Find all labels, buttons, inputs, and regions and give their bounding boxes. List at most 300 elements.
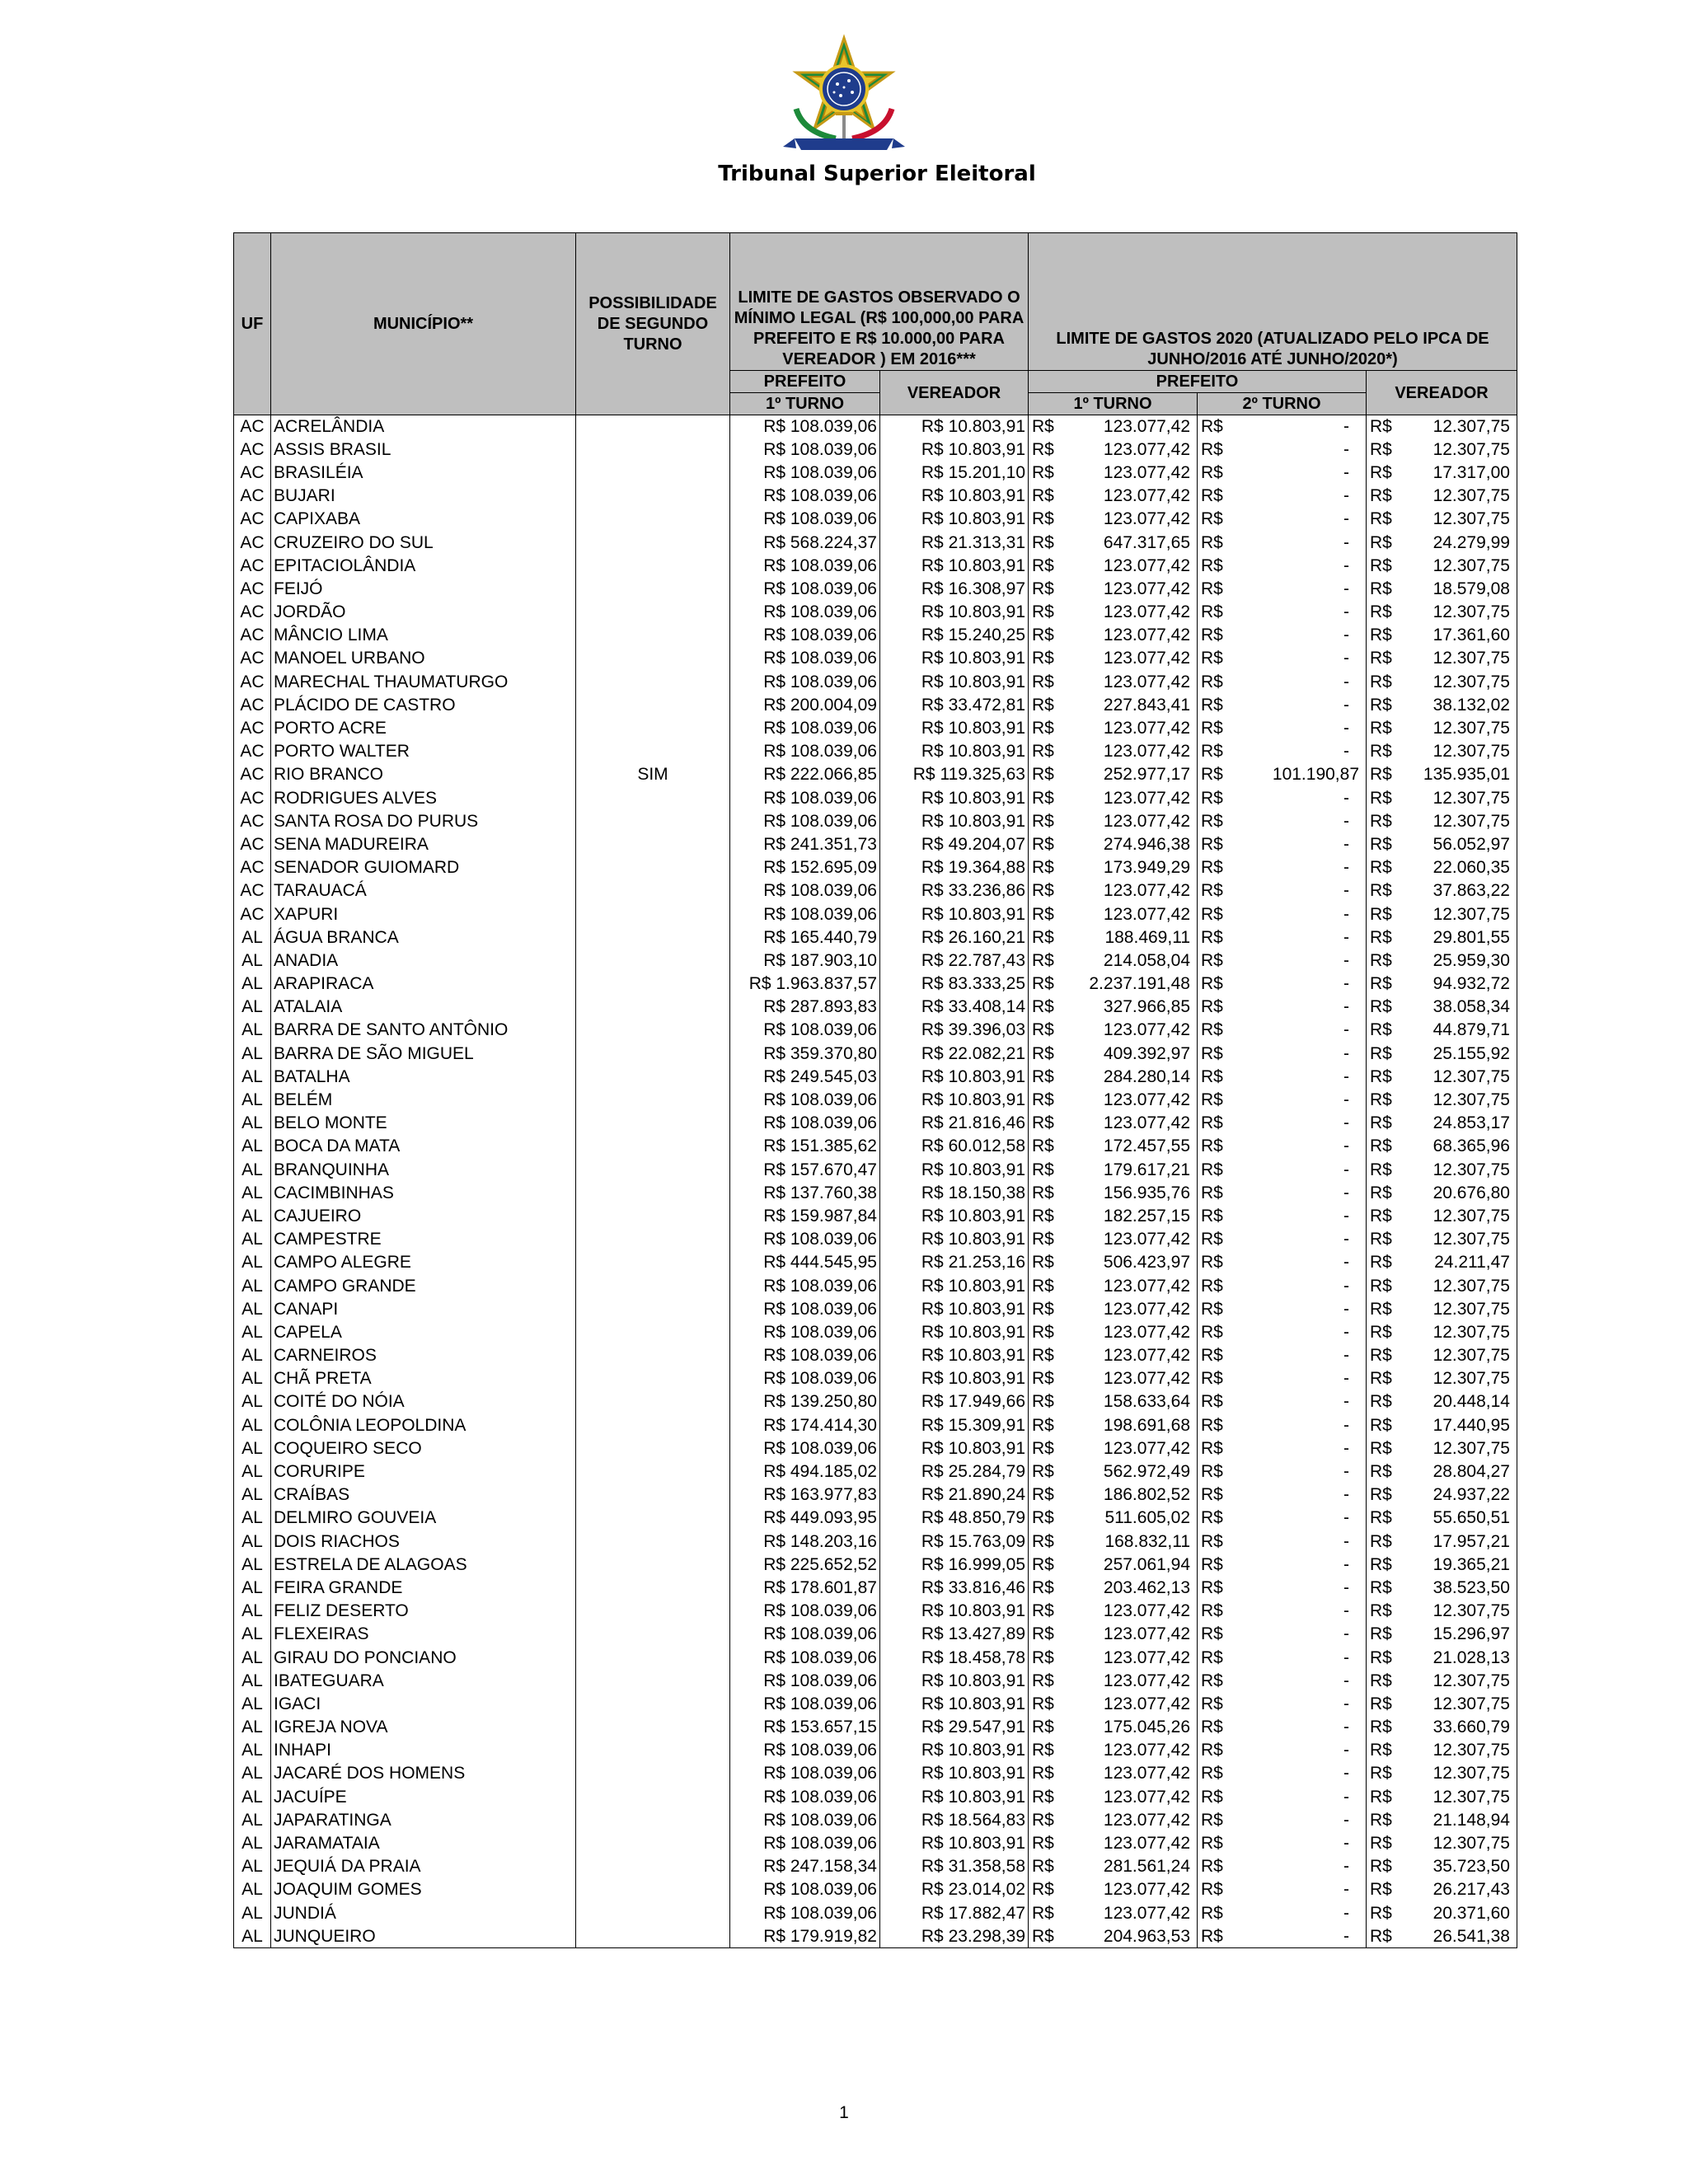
header-limite-2020: LIMITE DE GASTOS 2020 (ATUALIZADO PELO IPCA DE JUNHO/2016 ATÉ JUNHO/2020*) bbox=[1029, 233, 1517, 371]
cell-vereador-2020: 12.307,75 bbox=[1400, 740, 1517, 763]
cell-uf: AL bbox=[234, 1297, 271, 1320]
cell-vereador-2020: 17.361,60 bbox=[1400, 624, 1517, 647]
cell-currency: R$ bbox=[1198, 1553, 1231, 1576]
cell-currency: R$ bbox=[1198, 902, 1231, 926]
cell-prefeito-2016: R$ 108.039,06 bbox=[730, 485, 880, 508]
cell-currency: R$ bbox=[1029, 1855, 1062, 1878]
cell-prefeito-2-turno-2020: - bbox=[1231, 1390, 1367, 1413]
cell-prefeito-2016: R$ 444.545,95 bbox=[730, 1251, 880, 1274]
cell-currency: R$ bbox=[1198, 1530, 1231, 1553]
cell-currency: R$ bbox=[1367, 1135, 1400, 1158]
cell-prefeito-2-turno-2020: - bbox=[1231, 693, 1367, 716]
cell-prefeito-2-turno-2020: - bbox=[1231, 1739, 1367, 1762]
cell-segundo-turno bbox=[576, 1181, 730, 1204]
cell-prefeito-2-turno-2020: - bbox=[1231, 926, 1367, 949]
cell-segundo-turno bbox=[576, 1367, 730, 1390]
cell-prefeito-1-turno-2020: 123.077,42 bbox=[1062, 786, 1198, 809]
cell-vereador-2020: 12.307,75 bbox=[1400, 1785, 1517, 1808]
cell-prefeito-1-turno-2020: 123.077,42 bbox=[1062, 1669, 1198, 1692]
cell-currency: R$ bbox=[1367, 1344, 1400, 1367]
cell-prefeito-2-turno-2020: - bbox=[1231, 415, 1367, 438]
cell-vereador-2016: R$ 10.803,91 bbox=[880, 902, 1029, 926]
table-row bbox=[234, 1692, 1517, 1715]
cell-currency: R$ bbox=[1198, 1228, 1231, 1251]
cell-vereador-2016: R$ 15.309,91 bbox=[880, 1413, 1029, 1436]
table-header bbox=[233, 232, 1517, 415]
header-uf: UF bbox=[234, 233, 271, 415]
cell-municipio: EPITACIOLÂNDIA bbox=[271, 554, 576, 577]
cell-prefeito-2-turno-2020: - bbox=[1231, 809, 1367, 832]
cell-uf: AL bbox=[234, 996, 271, 1019]
cell-currency: R$ bbox=[1367, 670, 1400, 693]
cell-uf: AC bbox=[234, 832, 271, 855]
cell-currency: R$ bbox=[1029, 1297, 1062, 1320]
cell-uf: AL bbox=[234, 1251, 271, 1274]
table-row bbox=[234, 508, 1517, 531]
cell-vereador-2020: 12.307,75 bbox=[1400, 1831, 1517, 1854]
cell-prefeito-2016: R$ 108.039,06 bbox=[730, 902, 880, 926]
cell-currency: R$ bbox=[1367, 1692, 1400, 1715]
cell-segundo-turno bbox=[576, 1135, 730, 1158]
cell-currency: R$ bbox=[1198, 1483, 1231, 1507]
cell-currency: R$ bbox=[1367, 461, 1400, 484]
cell-currency: R$ bbox=[1029, 926, 1062, 949]
cell-prefeito-1-turno-2020: 409.392,97 bbox=[1062, 1042, 1198, 1065]
cell-currency: R$ bbox=[1029, 1204, 1062, 1227]
cell-prefeito-2016: R$ 153.657,15 bbox=[730, 1716, 880, 1739]
cell-municipio: ÁGUA BRANCA bbox=[271, 926, 576, 949]
cell-currency: R$ bbox=[1198, 1320, 1231, 1343]
cell-vereador-2016: R$ 21.253,16 bbox=[880, 1251, 1029, 1274]
cell-prefeito-2016: R$ 108.039,06 bbox=[730, 624, 880, 647]
cell-municipio: CAPIXABA bbox=[271, 508, 576, 531]
brazil-coat-of-arms-icon bbox=[778, 33, 910, 157]
cell-prefeito-2-turno-2020: - bbox=[1231, 996, 1367, 1019]
table-row bbox=[234, 1623, 1517, 1646]
cell-prefeito-2-turno-2020: - bbox=[1231, 1460, 1367, 1483]
cell-uf: AL bbox=[234, 1600, 271, 1623]
cell-prefeito-1-turno-2020: 123.077,42 bbox=[1062, 1808, 1198, 1831]
cell-uf: AL bbox=[234, 1901, 271, 1924]
cell-uf: AL bbox=[234, 972, 271, 996]
cell-uf: AC bbox=[234, 763, 271, 786]
cell-vereador-2020: 28.804,27 bbox=[1400, 1460, 1517, 1483]
cell-vereador-2016: R$ 10.803,91 bbox=[880, 1785, 1029, 1808]
cell-currency: R$ bbox=[1198, 972, 1231, 996]
cell-uf: AL bbox=[234, 1344, 271, 1367]
cell-currency: R$ bbox=[1367, 1924, 1400, 1948]
cell-currency: R$ bbox=[1198, 763, 1231, 786]
cell-prefeito-2016: R$ 108.039,06 bbox=[730, 809, 880, 832]
cell-prefeito-1-turno-2020: 252.977,17 bbox=[1062, 763, 1198, 786]
cell-currency: R$ bbox=[1367, 1716, 1400, 1739]
cell-vereador-2016: R$ 10.803,91 bbox=[880, 1204, 1029, 1227]
cell-prefeito-2-turno-2020: - bbox=[1231, 972, 1367, 996]
cell-uf: AC bbox=[234, 461, 271, 484]
cell-uf: AL bbox=[234, 1181, 271, 1204]
table-row bbox=[234, 415, 1517, 438]
cell-prefeito-1-turno-2020: 198.691,68 bbox=[1062, 1413, 1198, 1436]
cell-segundo-turno bbox=[576, 485, 730, 508]
cell-currency: R$ bbox=[1198, 1065, 1231, 1088]
cell-currency: R$ bbox=[1367, 1460, 1400, 1483]
cell-currency: R$ bbox=[1029, 972, 1062, 996]
cell-segundo-turno bbox=[576, 1855, 730, 1878]
cell-prefeito-2-turno-2020: - bbox=[1231, 1831, 1367, 1854]
cell-segundo-turno bbox=[576, 1739, 730, 1762]
cell-prefeito-2-turno-2020: - bbox=[1231, 670, 1367, 693]
cell-uf: AL bbox=[234, 1878, 271, 1901]
cell-municipio: CAPELA bbox=[271, 1320, 576, 1343]
table-row bbox=[234, 740, 1517, 763]
cell-segundo-turno bbox=[576, 1112, 730, 1135]
cell-prefeito-2-turno-2020: - bbox=[1231, 1367, 1367, 1390]
cell-currency: R$ bbox=[1367, 415, 1400, 438]
cell-vereador-2016: R$ 10.803,91 bbox=[880, 1344, 1029, 1367]
cell-currency: R$ bbox=[1367, 972, 1400, 996]
cell-currency: R$ bbox=[1198, 1576, 1231, 1599]
cell-currency: R$ bbox=[1198, 879, 1231, 902]
cell-currency: R$ bbox=[1029, 1344, 1062, 1367]
table-row bbox=[234, 716, 1517, 739]
cell-segundo-turno bbox=[576, 601, 730, 624]
cell-currency: R$ bbox=[1367, 1390, 1400, 1413]
cell-segundo-turno bbox=[576, 879, 730, 902]
cell-segundo-turno bbox=[576, 438, 730, 461]
cell-currency: R$ bbox=[1367, 1065, 1400, 1088]
cell-uf: AL bbox=[234, 1855, 271, 1878]
cell-prefeito-2016: R$ 108.039,06 bbox=[730, 1019, 880, 1042]
cell-uf: AL bbox=[234, 1112, 271, 1135]
cell-currency: R$ bbox=[1367, 1413, 1400, 1436]
cell-vereador-2020: 12.307,75 bbox=[1400, 1065, 1517, 1088]
cell-prefeito-1-turno-2020: 204.963,53 bbox=[1062, 1924, 1198, 1948]
cell-currency: R$ bbox=[1367, 647, 1400, 670]
cell-prefeito-2016: R$ 179.919,82 bbox=[730, 1924, 880, 1948]
page-number: 1 bbox=[839, 2103, 849, 2122]
cell-prefeito-2-turno-2020: - bbox=[1231, 531, 1367, 554]
cell-currency: R$ bbox=[1198, 693, 1231, 716]
cell-prefeito-1-turno-2020: 123.077,42 bbox=[1062, 1623, 1198, 1646]
cell-uf: AC bbox=[234, 577, 271, 600]
cell-prefeito-1-turno-2020: 123.077,42 bbox=[1062, 1785, 1198, 1808]
cell-municipio: JAPARATINGA bbox=[271, 1808, 576, 1831]
cell-currency: R$ bbox=[1367, 1158, 1400, 1181]
cell-prefeito-1-turno-2020: 123.077,42 bbox=[1062, 1320, 1198, 1343]
cell-prefeito-2016: R$ 108.039,06 bbox=[730, 577, 880, 600]
cell-prefeito-2-turno-2020: - bbox=[1231, 1088, 1367, 1111]
cell-vereador-2016: R$ 21.890,24 bbox=[880, 1483, 1029, 1507]
cell-prefeito-2016: R$ 108.039,06 bbox=[730, 415, 880, 438]
cell-vereador-2016: R$ 16.999,05 bbox=[880, 1553, 1029, 1576]
cell-prefeito-2-turno-2020: - bbox=[1231, 902, 1367, 926]
cell-prefeito-2-turno-2020: - bbox=[1231, 1436, 1367, 1460]
cell-vereador-2020: 12.307,75 bbox=[1400, 670, 1517, 693]
cell-prefeito-2016: R$ 222.066,85 bbox=[730, 763, 880, 786]
cell-currency: R$ bbox=[1198, 1042, 1231, 1065]
cell-segundo-turno bbox=[576, 415, 730, 438]
cell-vereador-2016: R$ 10.803,91 bbox=[880, 670, 1029, 693]
cell-municipio: CAMPESTRE bbox=[271, 1228, 576, 1251]
cell-prefeito-2016: R$ 108.039,06 bbox=[730, 461, 880, 484]
cell-prefeito-2-turno-2020: - bbox=[1231, 832, 1367, 855]
cell-prefeito-1-turno-2020: 562.972,49 bbox=[1062, 1460, 1198, 1483]
cell-prefeito-1-turno-2020: 123.077,42 bbox=[1062, 1739, 1198, 1762]
cell-currency: R$ bbox=[1367, 1553, 1400, 1576]
cell-prefeito-2016: R$ 108.039,06 bbox=[730, 554, 880, 577]
cell-vereador-2020: 12.307,75 bbox=[1400, 485, 1517, 508]
cell-segundo-turno bbox=[576, 1436, 730, 1460]
cell-uf: AC bbox=[234, 693, 271, 716]
cell-prefeito-2016: R$ 108.039,06 bbox=[730, 1228, 880, 1251]
cell-segundo-turno bbox=[576, 1042, 730, 1065]
cell-uf: AL bbox=[234, 1135, 271, 1158]
cell-municipio: ESTRELA DE ALAGOAS bbox=[271, 1553, 576, 1576]
cell-vereador-2020: 12.307,75 bbox=[1400, 1158, 1517, 1181]
cell-uf: AC bbox=[234, 902, 271, 926]
cell-uf: AC bbox=[234, 438, 271, 461]
cell-prefeito-2-turno-2020: - bbox=[1231, 647, 1367, 670]
cell-prefeito-1-turno-2020: 123.077,42 bbox=[1062, 508, 1198, 531]
cell-vereador-2020: 20.676,80 bbox=[1400, 1181, 1517, 1204]
cell-currency: R$ bbox=[1367, 1042, 1400, 1065]
cell-currency: R$ bbox=[1367, 996, 1400, 1019]
cell-currency: R$ bbox=[1198, 1507, 1231, 1530]
cell-municipio: JACARÉ DOS HOMENS bbox=[271, 1762, 576, 1785]
cell-prefeito-1-turno-2020: 257.061,94 bbox=[1062, 1553, 1198, 1576]
cell-vereador-2016: R$ 49.204,07 bbox=[880, 832, 1029, 855]
cell-uf: AC bbox=[234, 647, 271, 670]
cell-currency: R$ bbox=[1029, 1646, 1062, 1669]
cell-currency: R$ bbox=[1367, 1878, 1400, 1901]
cell-vereador-2020: 35.723,50 bbox=[1400, 1855, 1517, 1878]
cell-uf: AL bbox=[234, 1320, 271, 1343]
cell-currency: R$ bbox=[1367, 1181, 1400, 1204]
cell-currency: R$ bbox=[1367, 1785, 1400, 1808]
org-name: Tribunal Superior Eleitoral bbox=[718, 162, 1036, 186]
cell-municipio: PLÁCIDO DE CASTRO bbox=[271, 693, 576, 716]
cell-currency: R$ bbox=[1367, 1576, 1400, 1599]
cell-prefeito-2-turno-2020: - bbox=[1231, 740, 1367, 763]
cell-prefeito-1-turno-2020: 123.077,42 bbox=[1062, 1274, 1198, 1297]
cell-currency: R$ bbox=[1198, 1716, 1231, 1739]
table-row bbox=[234, 1600, 1517, 1623]
cell-municipio: INHAPI bbox=[271, 1739, 576, 1762]
cell-currency: R$ bbox=[1198, 1623, 1231, 1646]
table-row bbox=[234, 1112, 1517, 1135]
cell-vereador-2020: 25.959,30 bbox=[1400, 949, 1517, 972]
header-segundo-turno: POSSIBILIDADE DE SEGUNDO TURNO bbox=[576, 233, 730, 415]
cell-prefeito-2016: R$ 108.039,06 bbox=[730, 1762, 880, 1785]
cell-segundo-turno bbox=[576, 1251, 730, 1274]
cell-prefeito-1-turno-2020: 647.317,65 bbox=[1062, 531, 1198, 554]
cell-currency: R$ bbox=[1367, 1367, 1400, 1390]
cell-prefeito-1-turno-2020: 214.058,04 bbox=[1062, 949, 1198, 972]
cell-vereador-2020: 25.155,92 bbox=[1400, 1042, 1517, 1065]
cell-prefeito-2-turno-2020: - bbox=[1231, 1924, 1367, 1948]
table-row bbox=[234, 1344, 1517, 1367]
cell-segundo-turno bbox=[576, 1297, 730, 1320]
cell-currency: R$ bbox=[1367, 554, 1400, 577]
cell-vereador-2016: R$ 31.358,58 bbox=[880, 1855, 1029, 1878]
cell-currency: R$ bbox=[1367, 1808, 1400, 1831]
cell-currency: R$ bbox=[1029, 1158, 1062, 1181]
cell-prefeito-2016: R$ 108.039,06 bbox=[730, 1669, 880, 1692]
cell-vereador-2016: R$ 15.240,25 bbox=[880, 624, 1029, 647]
cell-vereador-2020: 38.132,02 bbox=[1400, 693, 1517, 716]
cell-municipio: SENA MADUREIRA bbox=[271, 832, 576, 855]
cell-prefeito-2016: R$ 159.987,84 bbox=[730, 1204, 880, 1227]
cell-prefeito-1-turno-2020: 123.077,42 bbox=[1062, 902, 1198, 926]
cell-vereador-2020: 12.307,75 bbox=[1400, 1692, 1517, 1715]
table-row bbox=[234, 1042, 1517, 1065]
cell-prefeito-2-turno-2020: - bbox=[1231, 1042, 1367, 1065]
cell-municipio: BRASILÉIA bbox=[271, 461, 576, 484]
cell-vereador-2016: R$ 48.850,79 bbox=[880, 1507, 1029, 1530]
cell-segundo-turno bbox=[576, 1530, 730, 1553]
cell-vereador-2020: 12.307,75 bbox=[1400, 601, 1517, 624]
header-vereador-2020: VEREADOR bbox=[1367, 371, 1517, 415]
cell-vereador-2016: R$ 10.803,91 bbox=[880, 1065, 1029, 1088]
table-row bbox=[234, 1019, 1517, 1042]
cell-currency: R$ bbox=[1198, 832, 1231, 855]
cell-currency: R$ bbox=[1367, 1623, 1400, 1646]
cell-currency: R$ bbox=[1367, 485, 1400, 508]
cell-municipio: CARNEIROS bbox=[271, 1344, 576, 1367]
cell-currency: R$ bbox=[1198, 926, 1231, 949]
cell-currency: R$ bbox=[1198, 1855, 1231, 1878]
cell-vereador-2020: 12.307,75 bbox=[1400, 786, 1517, 809]
cell-vereador-2016: R$ 26.160,21 bbox=[880, 926, 1029, 949]
cell-segundo-turno bbox=[576, 832, 730, 855]
cell-vereador-2016: R$ 13.427,89 bbox=[880, 1623, 1029, 1646]
page-header bbox=[0, 33, 1688, 186]
cell-currency: R$ bbox=[1198, 1088, 1231, 1111]
cell-municipio: BRANQUINHA bbox=[271, 1158, 576, 1181]
cell-currency: R$ bbox=[1367, 577, 1400, 600]
cell-prefeito-2-turno-2020: - bbox=[1231, 1204, 1367, 1227]
cell-municipio: BATALHA bbox=[271, 1065, 576, 1088]
cell-segundo-turno bbox=[576, 786, 730, 809]
cell-currency: R$ bbox=[1198, 577, 1231, 600]
cell-prefeito-1-turno-2020: 123.077,42 bbox=[1062, 1878, 1198, 1901]
cell-prefeito-1-turno-2020: 173.949,29 bbox=[1062, 856, 1198, 879]
cell-segundo-turno bbox=[576, 1576, 730, 1599]
cell-currency: R$ bbox=[1029, 1112, 1062, 1135]
cell-currency: R$ bbox=[1367, 1320, 1400, 1343]
cell-vereador-2020: 19.365,21 bbox=[1400, 1553, 1517, 1576]
table-row bbox=[234, 1135, 1517, 1158]
cell-uf: AL bbox=[234, 1042, 271, 1065]
cell-currency: R$ bbox=[1029, 996, 1062, 1019]
table-row bbox=[234, 1901, 1517, 1924]
table-row bbox=[234, 693, 1517, 716]
cell-currency: R$ bbox=[1198, 1785, 1231, 1808]
cell-vereador-2016: R$ 10.803,91 bbox=[880, 809, 1029, 832]
cell-currency: R$ bbox=[1029, 601, 1062, 624]
cell-currency: R$ bbox=[1029, 1135, 1062, 1158]
cell-prefeito-2-turno-2020: - bbox=[1231, 1507, 1367, 1530]
cell-vereador-2016: R$ 10.803,91 bbox=[880, 415, 1029, 438]
cell-segundo-turno bbox=[576, 972, 730, 996]
table-row bbox=[234, 624, 1517, 647]
cell-uf: AL bbox=[234, 1228, 271, 1251]
cell-prefeito-2016: R$ 108.039,06 bbox=[730, 1367, 880, 1390]
cell-prefeito-2-turno-2020: - bbox=[1231, 1623, 1367, 1646]
cell-vereador-2016: R$ 15.763,09 bbox=[880, 1530, 1029, 1553]
cell-currency: R$ bbox=[1198, 856, 1231, 879]
cell-vereador-2016: R$ 33.408,14 bbox=[880, 996, 1029, 1019]
table-row bbox=[234, 438, 1517, 461]
cell-segundo-turno bbox=[576, 1669, 730, 1692]
cell-prefeito-1-turno-2020: 175.045,26 bbox=[1062, 1716, 1198, 1739]
table-row bbox=[234, 577, 1517, 600]
cell-prefeito-2016: R$ 174.414,30 bbox=[730, 1413, 880, 1436]
cell-vereador-2016: R$ 10.803,91 bbox=[880, 647, 1029, 670]
cell-prefeito-2-turno-2020: - bbox=[1231, 1855, 1367, 1878]
table-row bbox=[234, 856, 1517, 879]
cell-segundo-turno: SIM bbox=[576, 763, 730, 786]
cell-prefeito-2-turno-2020: - bbox=[1231, 1112, 1367, 1135]
cell-municipio: BOCA DA MATA bbox=[271, 1135, 576, 1158]
cell-vereador-2020: 12.307,75 bbox=[1400, 1088, 1517, 1111]
cell-municipio: IGREJA NOVA bbox=[271, 1716, 576, 1739]
cell-currency: R$ bbox=[1198, 949, 1231, 972]
cell-currency: R$ bbox=[1367, 856, 1400, 879]
cell-currency: R$ bbox=[1198, 461, 1231, 484]
table-row bbox=[234, 832, 1517, 855]
cell-currency: R$ bbox=[1029, 1251, 1062, 1274]
table-row bbox=[234, 1390, 1517, 1413]
cell-currency: R$ bbox=[1367, 693, 1400, 716]
cell-currency: R$ bbox=[1029, 1181, 1062, 1204]
cell-currency: R$ bbox=[1029, 1762, 1062, 1785]
cell-prefeito-1-turno-2020: 182.257,15 bbox=[1062, 1204, 1198, 1227]
cell-segundo-turno bbox=[576, 1600, 730, 1623]
cell-vereador-2016: R$ 10.803,91 bbox=[880, 1692, 1029, 1715]
cell-currency: R$ bbox=[1367, 949, 1400, 972]
cell-municipio: SENADOR GUIOMARD bbox=[271, 856, 576, 879]
cell-segundo-turno bbox=[576, 902, 730, 926]
cell-prefeito-2016: R$ 108.039,06 bbox=[730, 647, 880, 670]
cell-prefeito-2016: R$ 108.039,06 bbox=[730, 438, 880, 461]
cell-currency: R$ bbox=[1367, 1297, 1400, 1320]
cell-prefeito-2016: R$ 108.039,06 bbox=[730, 1112, 880, 1135]
cell-uf: AL bbox=[234, 1065, 271, 1088]
cell-currency: R$ bbox=[1367, 763, 1400, 786]
cell-vereador-2020: 37.863,22 bbox=[1400, 879, 1517, 902]
cell-prefeito-1-turno-2020: 123.077,42 bbox=[1062, 740, 1198, 763]
cell-prefeito-2-turno-2020: - bbox=[1231, 1065, 1367, 1088]
cell-currency: R$ bbox=[1367, 531, 1400, 554]
table-row bbox=[234, 1646, 1517, 1669]
table-row bbox=[234, 1065, 1517, 1088]
cell-prefeito-2-turno-2020: - bbox=[1231, 879, 1367, 902]
cell-municipio: FEIRA GRANDE bbox=[271, 1576, 576, 1599]
cell-prefeito-2-turno-2020: - bbox=[1231, 1019, 1367, 1042]
table-row bbox=[234, 1088, 1517, 1111]
cell-currency: R$ bbox=[1029, 1739, 1062, 1762]
cell-prefeito-1-turno-2020: 123.077,42 bbox=[1062, 415, 1198, 438]
cell-vereador-2016: R$ 15.201,10 bbox=[880, 461, 1029, 484]
cell-prefeito-2016: R$ 163.977,83 bbox=[730, 1483, 880, 1507]
cell-prefeito-2016: R$ 108.039,06 bbox=[730, 1808, 880, 1831]
cell-vereador-2016: R$ 10.803,91 bbox=[880, 1228, 1029, 1251]
table-row bbox=[234, 1274, 1517, 1297]
cell-currency: R$ bbox=[1367, 508, 1400, 531]
cell-municipio: CAMPO GRANDE bbox=[271, 1274, 576, 1297]
cell-prefeito-1-turno-2020: 123.077,42 bbox=[1062, 1297, 1198, 1320]
